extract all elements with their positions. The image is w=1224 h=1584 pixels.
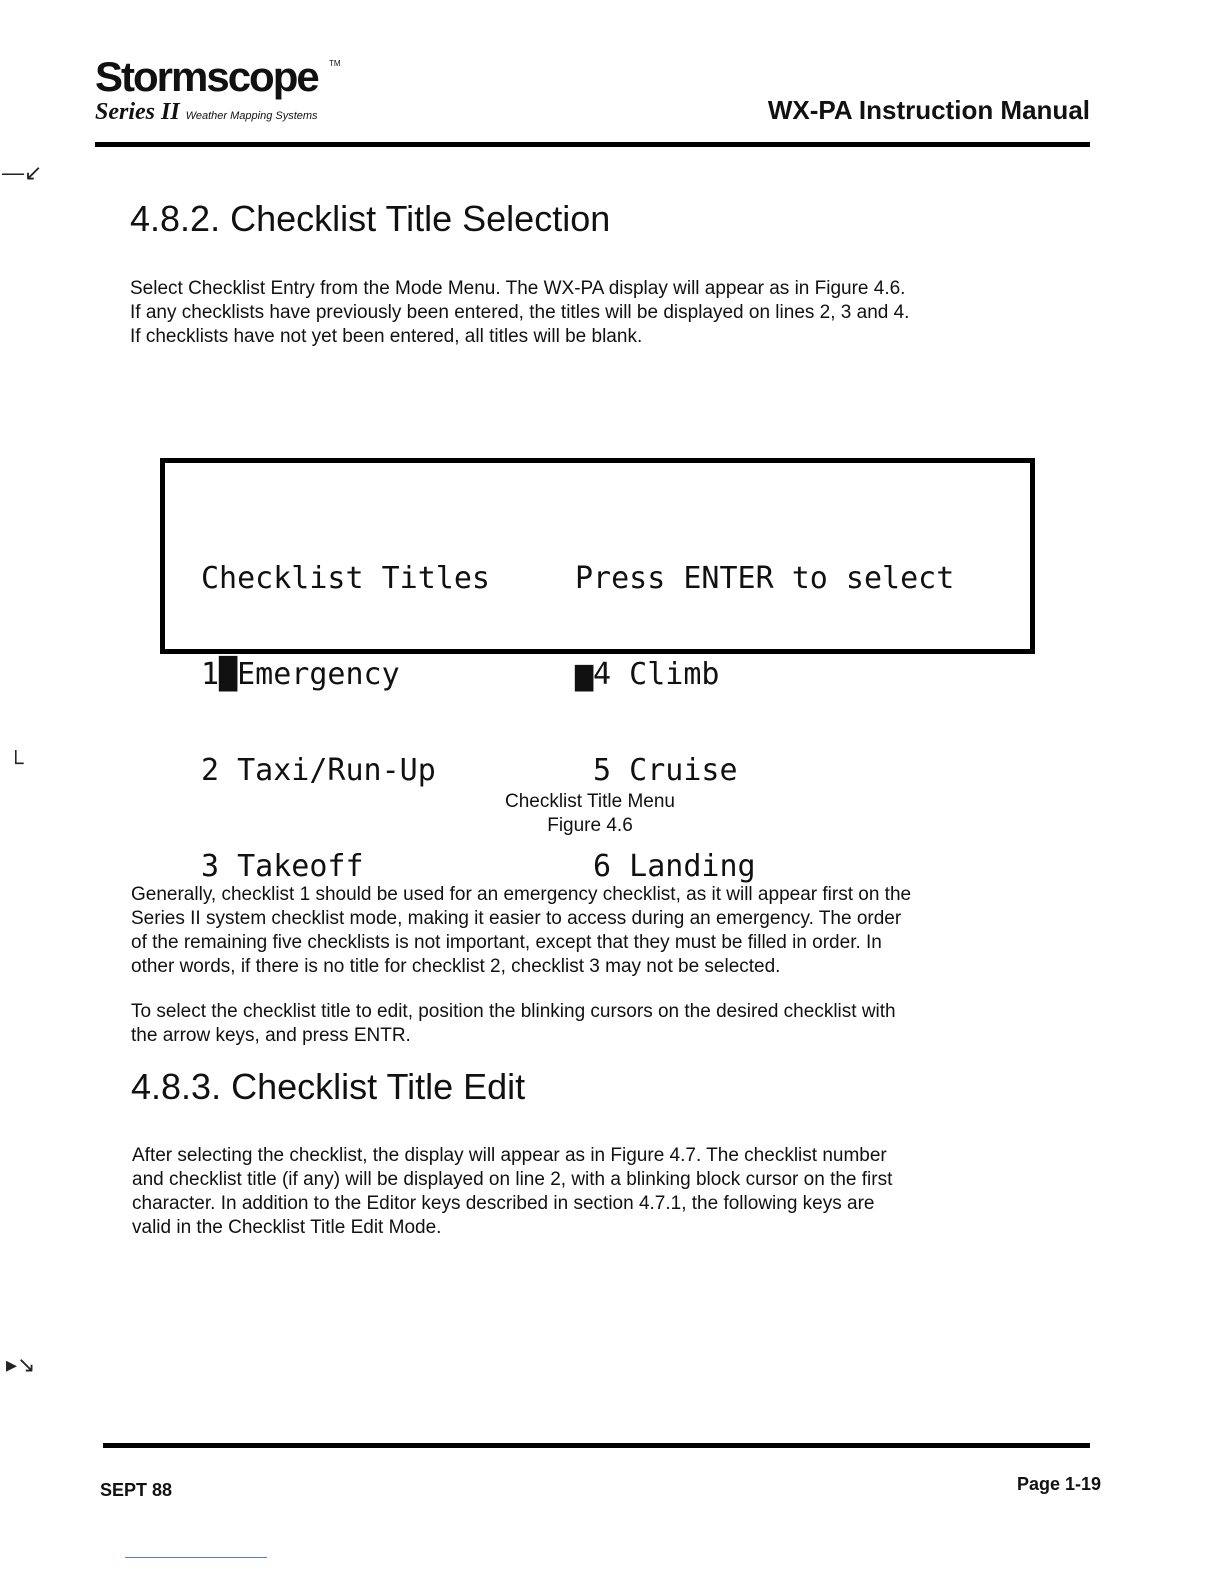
text-line: and checklist title (if any) will be displayed on line 2, with a blinking block cursor on the first bbox=[132, 1169, 893, 1190]
series-subtitle: Weather Mapping Systems bbox=[185, 110, 318, 122]
section-heading-4-8-2: 4.8.2. Checklist Title Selection bbox=[130, 198, 611, 239]
header-rule bbox=[95, 142, 1090, 147]
series-label bbox=[95, 99, 318, 129]
text-line: of the remaining five checklists is not important, except that they must be filled in order. In bbox=[131, 932, 882, 953]
manual-title: WX-PA Instruction Manual bbox=[767, 95, 1090, 125]
binder-mark-icon: └ bbox=[8, 750, 24, 775]
body-paragraph-1 bbox=[131, 883, 1061, 979]
trademark-mark: TM bbox=[329, 59, 341, 68]
stormscope-logo bbox=[95, 53, 341, 129]
text-line: other words, if there is no title for checklist 2, checklist 3 may not be selected. bbox=[131, 956, 781, 977]
figure-caption: Checklist Title Menu bbox=[504, 791, 675, 812]
page-header bbox=[95, 55, 1090, 150]
display-right-column bbox=[575, 499, 954, 947]
scan-artifact-line bbox=[125, 1557, 267, 1558]
series-name: Series II bbox=[95, 99, 180, 125]
display-left-column bbox=[201, 499, 490, 947]
section-heading-4-8-3: 4.8.3. Checklist Title Edit bbox=[131, 1066, 526, 1107]
page-number: Page 1-19 bbox=[1016, 1474, 1101, 1494]
text-line: To select the checklist title to edit, position the blinking cursors on the desired checklist with bbox=[131, 1001, 896, 1022]
binder-mark-icon: —↙ bbox=[2, 160, 43, 185]
display-line: Checklist Titles bbox=[201, 561, 490, 596]
binder-mark-icon: ▸↘ bbox=[6, 1352, 36, 1377]
text-line: character. In addition to the Editor keys described in section 4.7.1, the following keys are bbox=[132, 1193, 875, 1214]
brand-name: Stormscope bbox=[95, 53, 318, 100]
section-edit-paragraph bbox=[132, 1144, 1062, 1240]
display-line: Press ENTER to select bbox=[575, 561, 955, 596]
figure-number: Figure 4.6 bbox=[547, 815, 633, 836]
footer-date: SEPT 88 bbox=[100, 1480, 173, 1500]
display-line: 2 Taxi/Run-Up bbox=[201, 753, 436, 788]
text-line: If any checklists have previously been entered, the titles will be displayed on lines 2, 3 and 4. bbox=[130, 302, 910, 323]
text-line: Select Checklist Entry from the Mode Menu. The WX-PA display will appear as in Figure 4.6. bbox=[130, 278, 906, 299]
footer-rule bbox=[103, 1443, 1090, 1448]
text-line: Series II system checklist mode, making it easier to access during an emergency. The order bbox=[131, 908, 902, 929]
text-line: the arrow keys, and press ENTR. bbox=[131, 1025, 411, 1046]
text-line: Generally, checklist 1 should be used for an emergency checklist, as it will appear first on the bbox=[131, 884, 912, 905]
text-line: After selecting the checklist, the display will appear as in Figure 4.7. The checklist number bbox=[132, 1145, 887, 1166]
section-intro-paragraph bbox=[130, 277, 1060, 349]
display-line: ▆4 Climb bbox=[575, 657, 720, 692]
display-line: 1█Emergency bbox=[201, 657, 400, 692]
text-line: valid in the Checklist Title Edit Mode. bbox=[132, 1217, 442, 1238]
body-paragraph-2 bbox=[131, 1000, 1061, 1048]
display-line: 5 Cruise bbox=[575, 753, 738, 788]
display-line: 3 Takeoff bbox=[201, 849, 364, 884]
display-line: 6 Landing bbox=[575, 849, 756, 884]
text-line: If checklists have not yet been entered, all titles will be blank. bbox=[130, 326, 643, 347]
